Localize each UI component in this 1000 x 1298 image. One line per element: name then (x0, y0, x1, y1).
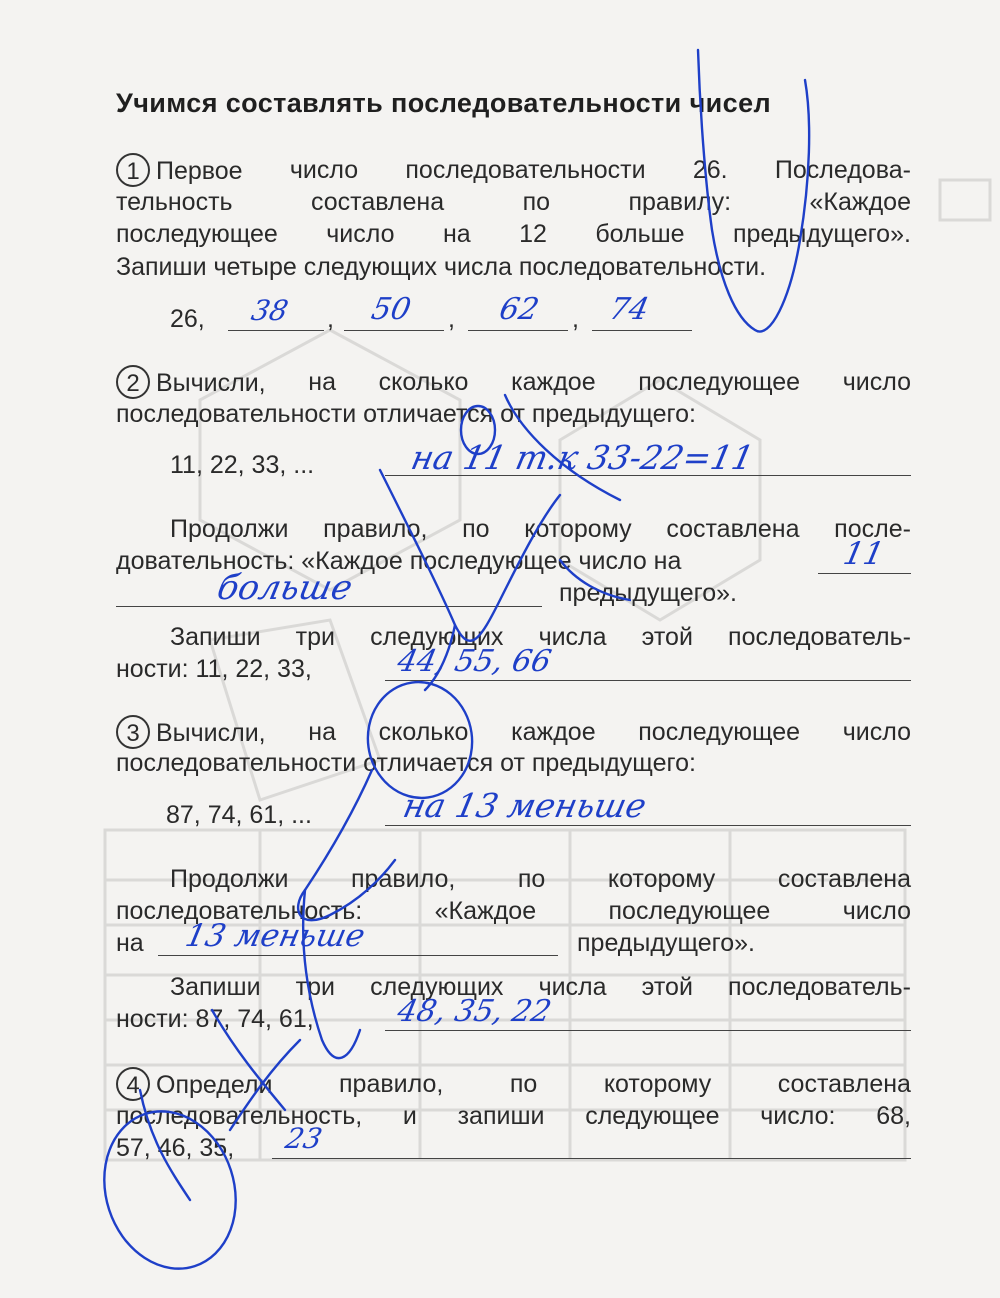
task3-line-1 (116, 715, 911, 750)
task3-word: последующее (638, 718, 801, 746)
task3-next-word: этой (641, 973, 693, 1001)
task1-answer-2: 50 (368, 292, 414, 327)
comma: , (572, 305, 579, 333)
task2-rule-word: Продолжи (170, 515, 289, 543)
task3-rule-line-3: на (116, 929, 144, 957)
task2-rule-line-1 (116, 512, 911, 546)
task1-start: 26, (170, 305, 205, 333)
task3-rule-word: по (517, 865, 546, 893)
task1-blank-3 (468, 330, 568, 331)
task1-number: 1 (116, 153, 150, 187)
task1-answer-3: 62 (496, 292, 542, 327)
task1-word: число (289, 156, 359, 184)
task4-blank (272, 1158, 911, 1159)
task1-word: 26. (692, 156, 728, 184)
task4-line-3: 57, 46, 35, (116, 1134, 235, 1162)
task2-rule-word: после- (834, 515, 911, 543)
task1-word-text: Первое (156, 157, 243, 185)
task2-next-word: три (295, 623, 335, 651)
task1-word: предыдущего». (732, 220, 911, 248)
task1-word: по (522, 188, 551, 216)
task3-word: сколько (378, 718, 469, 746)
task4-word-text: Определи (156, 1071, 273, 1099)
task3-rule-word: которому (607, 865, 716, 893)
task2-blank-next (385, 680, 911, 681)
task2-next-word: следующих (370, 623, 504, 651)
task2-line-2: последовательности отличается от предыдущего: (116, 400, 696, 428)
task4-word: составлена (777, 1070, 911, 1098)
task3-number: 3 (116, 715, 150, 749)
task3-word (116, 715, 266, 750)
task2-rule-word: составлена (666, 515, 800, 543)
task4-word: и (402, 1102, 417, 1130)
task1-line-4: Запиши четыре следующих числа последовательности. (116, 253, 767, 281)
task3-answer-diff: на 13 меньше (399, 786, 650, 825)
task2-rule-word: по (462, 515, 490, 543)
task3-blank-next (385, 1030, 911, 1031)
task2-rule-answer-word: больше (213, 568, 356, 608)
task2-answer-diff: на 11 т.к 33-22=11 (407, 438, 758, 477)
task4-line-2 (116, 1099, 911, 1133)
task1-answer-4: 74 (606, 292, 652, 327)
task1-word: последующее (116, 220, 278, 248)
task1-line-1 (116, 153, 911, 188)
task2-blank-rule-num (818, 573, 911, 574)
task1-word: 12 (519, 220, 547, 248)
task2-line-1 (116, 365, 911, 400)
task2-rule-line-2: довательность: «Каждое последующее число на (116, 547, 682, 575)
task3-rule-word: число (842, 897, 911, 925)
task3-rule-word: правило, (351, 865, 456, 893)
task4-word: 68, (876, 1102, 911, 1130)
task2-next-line-2: ности: 11, 22, 33, (116, 655, 312, 683)
task4-word: следующее (585, 1102, 720, 1130)
task4-word: последовательность, (116, 1102, 363, 1130)
comma: , (327, 305, 334, 333)
task4-number: 4 (116, 1067, 150, 1101)
task1-word: на (442, 220, 471, 248)
task2-next-answer: 44, 55, 66 (394, 644, 555, 679)
task2-rule-end: предыдущего». (559, 579, 737, 607)
task1-word: составлена (310, 188, 445, 216)
task3-blank-rule (158, 955, 558, 956)
task1-word (116, 153, 243, 188)
task3-rule-word: Продолжи (170, 865, 289, 893)
task2-next-word: этой (641, 623, 693, 651)
task2-next-word: числа (538, 623, 607, 651)
task3-next-word: три (295, 973, 335, 1001)
task3-next-word: числа (538, 973, 607, 1001)
task2-next-word: последователь- (728, 623, 911, 651)
task3-rule-word: составлена (777, 865, 911, 893)
task1-blank-1 (228, 330, 324, 331)
task4-word: которому (603, 1070, 712, 1098)
task1-word: тельность (116, 188, 233, 216)
task3-rule-answer: 13 меньше (182, 918, 369, 954)
task3-rule-line-1 (116, 862, 911, 896)
task3-next-word: последователь- (728, 973, 911, 1001)
task3-rule-word: последовательность: (116, 897, 363, 925)
task1-word: больше (595, 220, 685, 248)
task2-number: 2 (116, 365, 150, 399)
task3-line-2: последовательности отличается от предыдущего: (116, 749, 696, 777)
task3-rule-word: последующее (608, 897, 771, 925)
task4-word: правило, (339, 1070, 444, 1098)
task3-next-word: следующих (370, 973, 504, 1001)
task3-rule-end: предыдущего». (577, 929, 755, 957)
task4-answer: 23 (282, 1122, 326, 1155)
task1-word: «Каждое (809, 188, 911, 216)
task2-word-text: Вычисли, (156, 369, 266, 397)
task4-word: запиши (457, 1102, 545, 1130)
task1-line-2 (116, 185, 911, 219)
task2-word: на (308, 368, 336, 396)
task3-word: число (842, 718, 911, 746)
task4-line-1 (116, 1067, 911, 1102)
task2-word: последующее (638, 368, 801, 396)
task4-word (116, 1067, 272, 1102)
comma: , (448, 305, 455, 333)
task2-sequence: 11, 22, 33, ... (170, 451, 315, 479)
task2-next-word: Запиши (170, 623, 261, 651)
task2-rule-word: правило, (323, 515, 428, 543)
task3-sequence: 87, 74, 61, ... (166, 801, 312, 829)
task1-word: число (326, 220, 395, 248)
task3-word: на (308, 718, 336, 746)
task4-word: по (509, 1070, 538, 1098)
task2-word (116, 365, 266, 400)
task2-word: сколько (378, 368, 469, 396)
task3-next-answer: 48, 35, 22 (394, 994, 555, 1029)
task3-word: каждое (511, 718, 596, 746)
page-title: Учимся составлять последовательности чисел (116, 88, 772, 118)
task3-word-text: Вычисли, (156, 719, 266, 747)
task2-rule-answer-num: 11 (840, 536, 888, 572)
task1-blank-2 (344, 330, 444, 331)
task3-next-word: Запиши (170, 973, 261, 1001)
task2-word: каждое (511, 368, 596, 396)
task1-word: Последова- (774, 156, 911, 184)
task4-word: число: (760, 1102, 836, 1130)
task1-blank-4 (592, 330, 692, 331)
task3-next-line-2: ности: 87, 74, 61, (116, 1005, 314, 1033)
task1-answer-1: 38 (248, 294, 292, 327)
task2-rule-word: которому (524, 515, 632, 543)
task1-word: правилу: (628, 188, 732, 216)
task3-blank-diff (385, 825, 911, 826)
task1-word: последовательности (405, 156, 646, 184)
task3-rule-word: «Каждое (434, 897, 537, 925)
task2-word: число (842, 368, 911, 396)
task1-line-3 (116, 217, 911, 251)
